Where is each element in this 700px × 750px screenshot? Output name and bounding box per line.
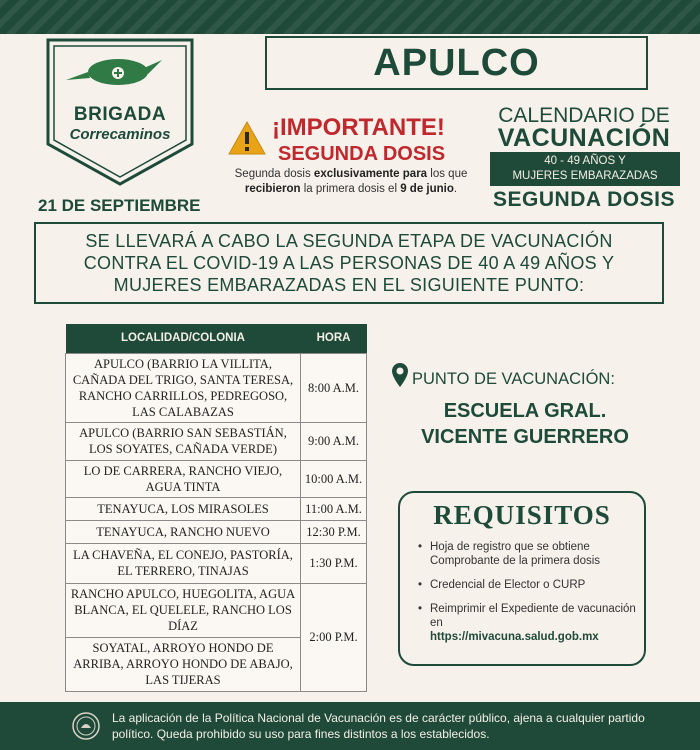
- calendar-band-line-1: 40 - 49 AÑOS Y: [544, 155, 626, 167]
- requirements-list: [418, 540, 640, 654]
- footer-disclaimer: La aplicación de la Política Nacional de Vacunación es de carácter público, ajena a cualquier partido político. Queda prohibido su uso para fines distintos a los establecidos.: [112, 711, 645, 741]
- brand-subtitle: Correcaminos: [69, 126, 171, 143]
- requirement-item-text: Reimprimir el Expediente de vacunación en: [430, 603, 636, 629]
- time-cell: 2:00 P.M.: [301, 583, 367, 691]
- note-part: .: [453, 183, 458, 195]
- warning-icon: [228, 120, 266, 156]
- important-subheading: SEGUNDA DOSIS: [278, 143, 446, 165]
- time-cell: 11:00 A.M.: [301, 497, 367, 520]
- table-row: [66, 422, 367, 460]
- requirement-item: • Credencial de Elector o CURP: [418, 578, 640, 592]
- note-part: los que: [427, 168, 468, 180]
- note-emphasis: 9 de junio: [400, 183, 454, 195]
- requirements-title: REQUISITOS: [433, 500, 611, 530]
- column-header-locality: LOCALIDAD/COLONIA: [66, 324, 301, 353]
- government-seal-icon: [72, 712, 100, 740]
- location-pin-icon: [392, 363, 408, 387]
- announcement-box: SE LLEVARÁ A CABO LA SEGUNDA ETAPA DE VACUNACIÓN CONTRA EL COVID-19 A LAS PERSONAS DE 40 A 49 AÑOS Y MUJERES EMBARAZADAS EN EL SIGUIENTE PUNTO:: [34, 222, 664, 304]
- note-emphasis: exclusivamente para: [313, 168, 428, 180]
- locality-cell: TENAYUCA, LOS MIRASOLES: [66, 497, 301, 520]
- important-heading: ¡IMPORTANTE!: [272, 114, 445, 141]
- vaccination-point-name-line-2: VICENTE GUERRERO: [421, 426, 629, 448]
- vaccination-point-label: PUNTO DE VACUNACIÓN:: [412, 370, 615, 388]
- calendar-line-3: SEGUNDA DOSIS: [493, 188, 675, 211]
- note-part: Segunda dosis: [234, 168, 314, 180]
- vaccination-point-name: [380, 398, 670, 450]
- table-row: [66, 520, 367, 543]
- table-header-row: [66, 324, 367, 353]
- vaccination-point-name-line-1: ESCUELA GRAL.: [443, 400, 607, 422]
- locality-cell: APULCO (BARRIO SAN SEBASTIÁN, LOS SOYATES, CAÑADA VERDE): [66, 422, 301, 460]
- table-row: [66, 353, 367, 422]
- time-cell: 12:30 P.M.: [301, 520, 367, 543]
- mivacuna-link[interactable]: https://mivacuna.salud.gob.mx: [430, 631, 599, 643]
- locality-cell: RANCHO APULCO, HUEGOLITA, AGUA BLANCA, EL QUELELE, RANCHO LOS DÍAZ: [66, 583, 301, 637]
- time-cell: 1:30 P.M.: [301, 543, 367, 583]
- time-cell: 9:00 A.M.: [301, 422, 367, 460]
- location-title-box: [265, 36, 648, 90]
- locality-cell: TENAYUCA, RANCHO NUEVO: [66, 520, 301, 543]
- note-emphasis: recibieron: [244, 183, 301, 195]
- requirement-item: [418, 602, 640, 644]
- top-decorative-band: [0, 0, 700, 34]
- brand-title: BRIGADA: [73, 104, 167, 125]
- column-header-time: HORA: [301, 324, 367, 353]
- important-note: [226, 167, 476, 197]
- time-cell: 10:00 A.M.: [301, 460, 367, 497]
- requirement-item: • Hoja de registro que se obtiene Comprobante de la primera dosis: [418, 540, 640, 568]
- table-row: [66, 497, 367, 520]
- locality-cell: APULCO (BARRIO LA VILLITA, CAÑADA DEL TRIGO, SANTA TERESA, RANCHO CARRILLOS, PEDREGOSO, LAS CALABAZAS: [66, 353, 301, 422]
- locality-cell: LO DE CARRERA, RANCHO VIEJO, AGUA TINTA: [66, 460, 301, 497]
- calendar-line-1: CALENDARIO DE: [498, 104, 670, 127]
- time-cell: 8:00 A.M.: [301, 353, 367, 422]
- calendar-age-band: [490, 152, 680, 186]
- event-date: 21 DE SEPTIEMBRE: [38, 196, 201, 215]
- table-row: [66, 460, 367, 497]
- note-part: la primera dosis el: [300, 183, 401, 195]
- table-row: [66, 543, 367, 583]
- location-title: APULCO: [373, 41, 540, 84]
- schedule-table: [65, 324, 367, 692]
- table-row: [66, 583, 367, 637]
- locality-cell: LA CHAVEÑA, EL CONEJO, PASTORÍA, EL TERRERO, TINAJAS: [66, 543, 301, 583]
- calendar-band-line-2: MUJERES EMBARAZADAS: [512, 170, 658, 182]
- calendar-line-2: VACUNACIÓN: [497, 124, 671, 152]
- locality-cell: SOYATAL, ARROYO HONDO DE ARRIBA, ARROYO HONDO DE ABAJO, LAS TIJERAS: [66, 637, 301, 691]
